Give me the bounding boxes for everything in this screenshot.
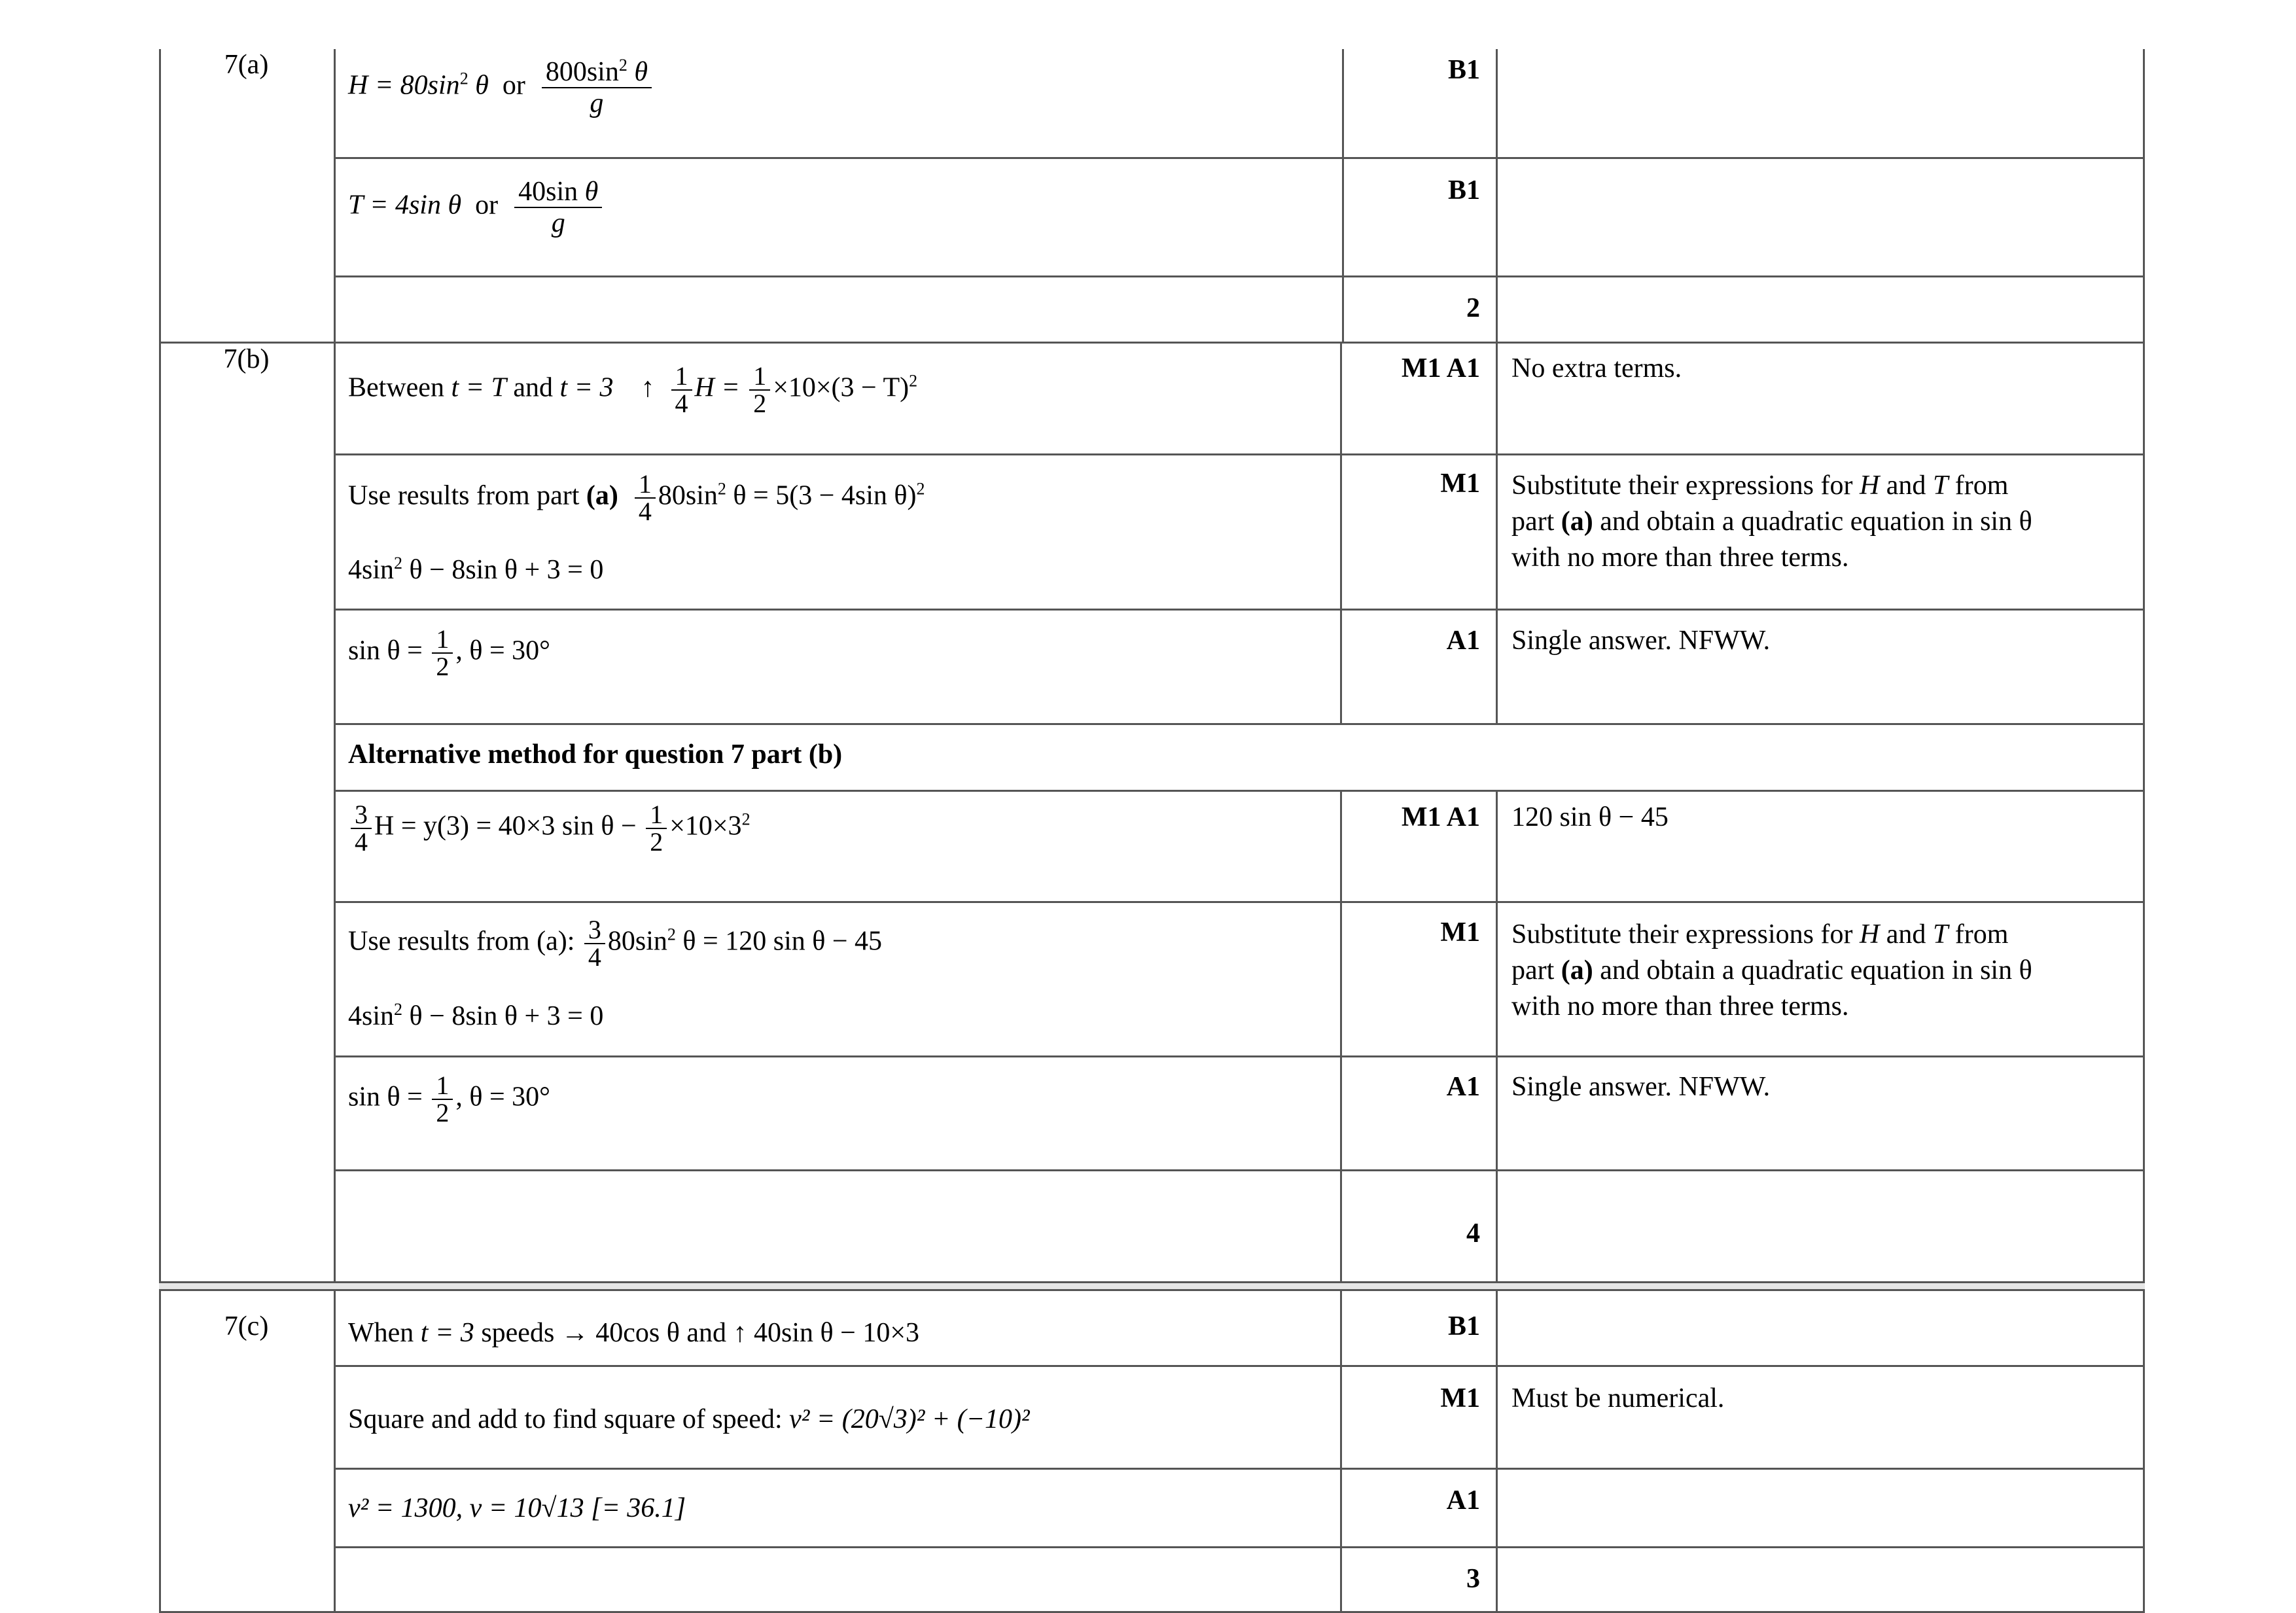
guidance-text: Substitute their expressions for H and T from part (a) and obtain a quadratic equation in sin θ with no more than three terms. — [1511, 470, 2032, 573]
mark-m1: M1 — [1440, 469, 1480, 499]
answer-when-t3: When t = 3 speeds → 40cos θ and ↑ 40sin θ − 10×3 — [348, 1318, 920, 1348]
answer-speed: v² = 1300, v = 10√13 [= 36.1] — [348, 1493, 686, 1523]
guidance-text: Must be numerical. — [1511, 1383, 1725, 1413]
mark-b1: B1 — [1447, 175, 1480, 205]
section-divider — [159, 1283, 2145, 1291]
alternative-method-heading: Alternative method for question 7 part (b) — [348, 739, 843, 770]
section-7a — [159, 49, 2145, 344]
answer-t: T = 4sin θ or $\frac{\text{40sin θ}}{g}$ — [348, 177, 2138, 238]
mark-m1: M1 — [1440, 1383, 1480, 1413]
answer-between: Between t = T and t = 3 ↑ $\frac{1}{4}$ H = $\frac{1}{2}$ $\times 10\times(3 - T)^2$ — [348, 361, 918, 418]
section-7b — [159, 344, 2145, 1283]
guidance-text: Single answer. NFWW. — [1511, 626, 1771, 656]
answer-sin-theta: sin θ = $\frac{1}{2}$ , θ = 30° — [348, 624, 550, 681]
guidance-text: No extra terms. — [1511, 353, 1682, 383]
guidance-text: Substitute their expressions for H and T from part (a) and obtain a quadratic equation in sin θ with no more than three terms. — [1511, 919, 2032, 1021]
mark-b1: B1 — [1447, 1311, 1480, 1341]
answer-alt-sin-theta: sin θ = $\frac{1}{2}$ , θ = 30° — [348, 1071, 550, 1127]
mark-b1: B1 — [1447, 55, 1480, 85]
section-7c — [159, 1291, 2145, 1613]
question-label: 7(a) — [224, 50, 269, 80]
mark-m1: M1 — [1440, 917, 1480, 948]
total-mark: 2 — [1466, 293, 1480, 323]
guidance-text: 120 sin θ − 45 — [1511, 802, 1669, 832]
answer-alt-use-results: Use results from (a): $\frac{3}{4}$ $80\sin^2$ θ = 120 sin θ − 45 — [348, 915, 883, 972]
question-label: 7(c) — [224, 1311, 269, 1341]
answer-alt-expr: $\frac{3}{4}$ H = y(3) = 40×3 sin θ − $\frac{1}{2}$ $\times 10\times 3^2$ — [348, 802, 2138, 855]
guidance-text: Single answer. NFWW. — [1511, 1072, 1771, 1102]
total-mark: 4 — [1466, 1218, 1480, 1249]
mark-a1: A1 — [1446, 1072, 1480, 1102]
mark-m1a1: M1 A1 — [1401, 353, 1480, 383]
mark-a1: A1 — [1446, 1485, 1480, 1516]
mark-m1a1: M1 A1 — [1401, 802, 1480, 832]
total-mark: 3 — [1466, 1564, 1480, 1594]
mark-a1: A1 — [1446, 626, 1480, 656]
question-label: 7(b) — [223, 344, 270, 374]
answer-use-results: Use results from part (a) $\frac{1}{4}$ $80\sin^2$ θ = 5(3 − 4sin θ)$^2$ — [348, 469, 925, 526]
answer-h: $H = 80\sin^2$ θ or $\frac{800\sin^2 \theta}{g}$ — [348, 57, 2138, 118]
answer-quadratic: $4\sin^2$ θ − 8sin θ + 3 = 0 — [348, 554, 604, 585]
answer-alt-quadratic: $4\sin^2$ θ − 8sin θ + 3 = 0 — [348, 1000, 604, 1031]
answer-square-add: Square and add to find square of speed: v² = (20√3)² + (−10)² — [348, 1404, 1030, 1434]
